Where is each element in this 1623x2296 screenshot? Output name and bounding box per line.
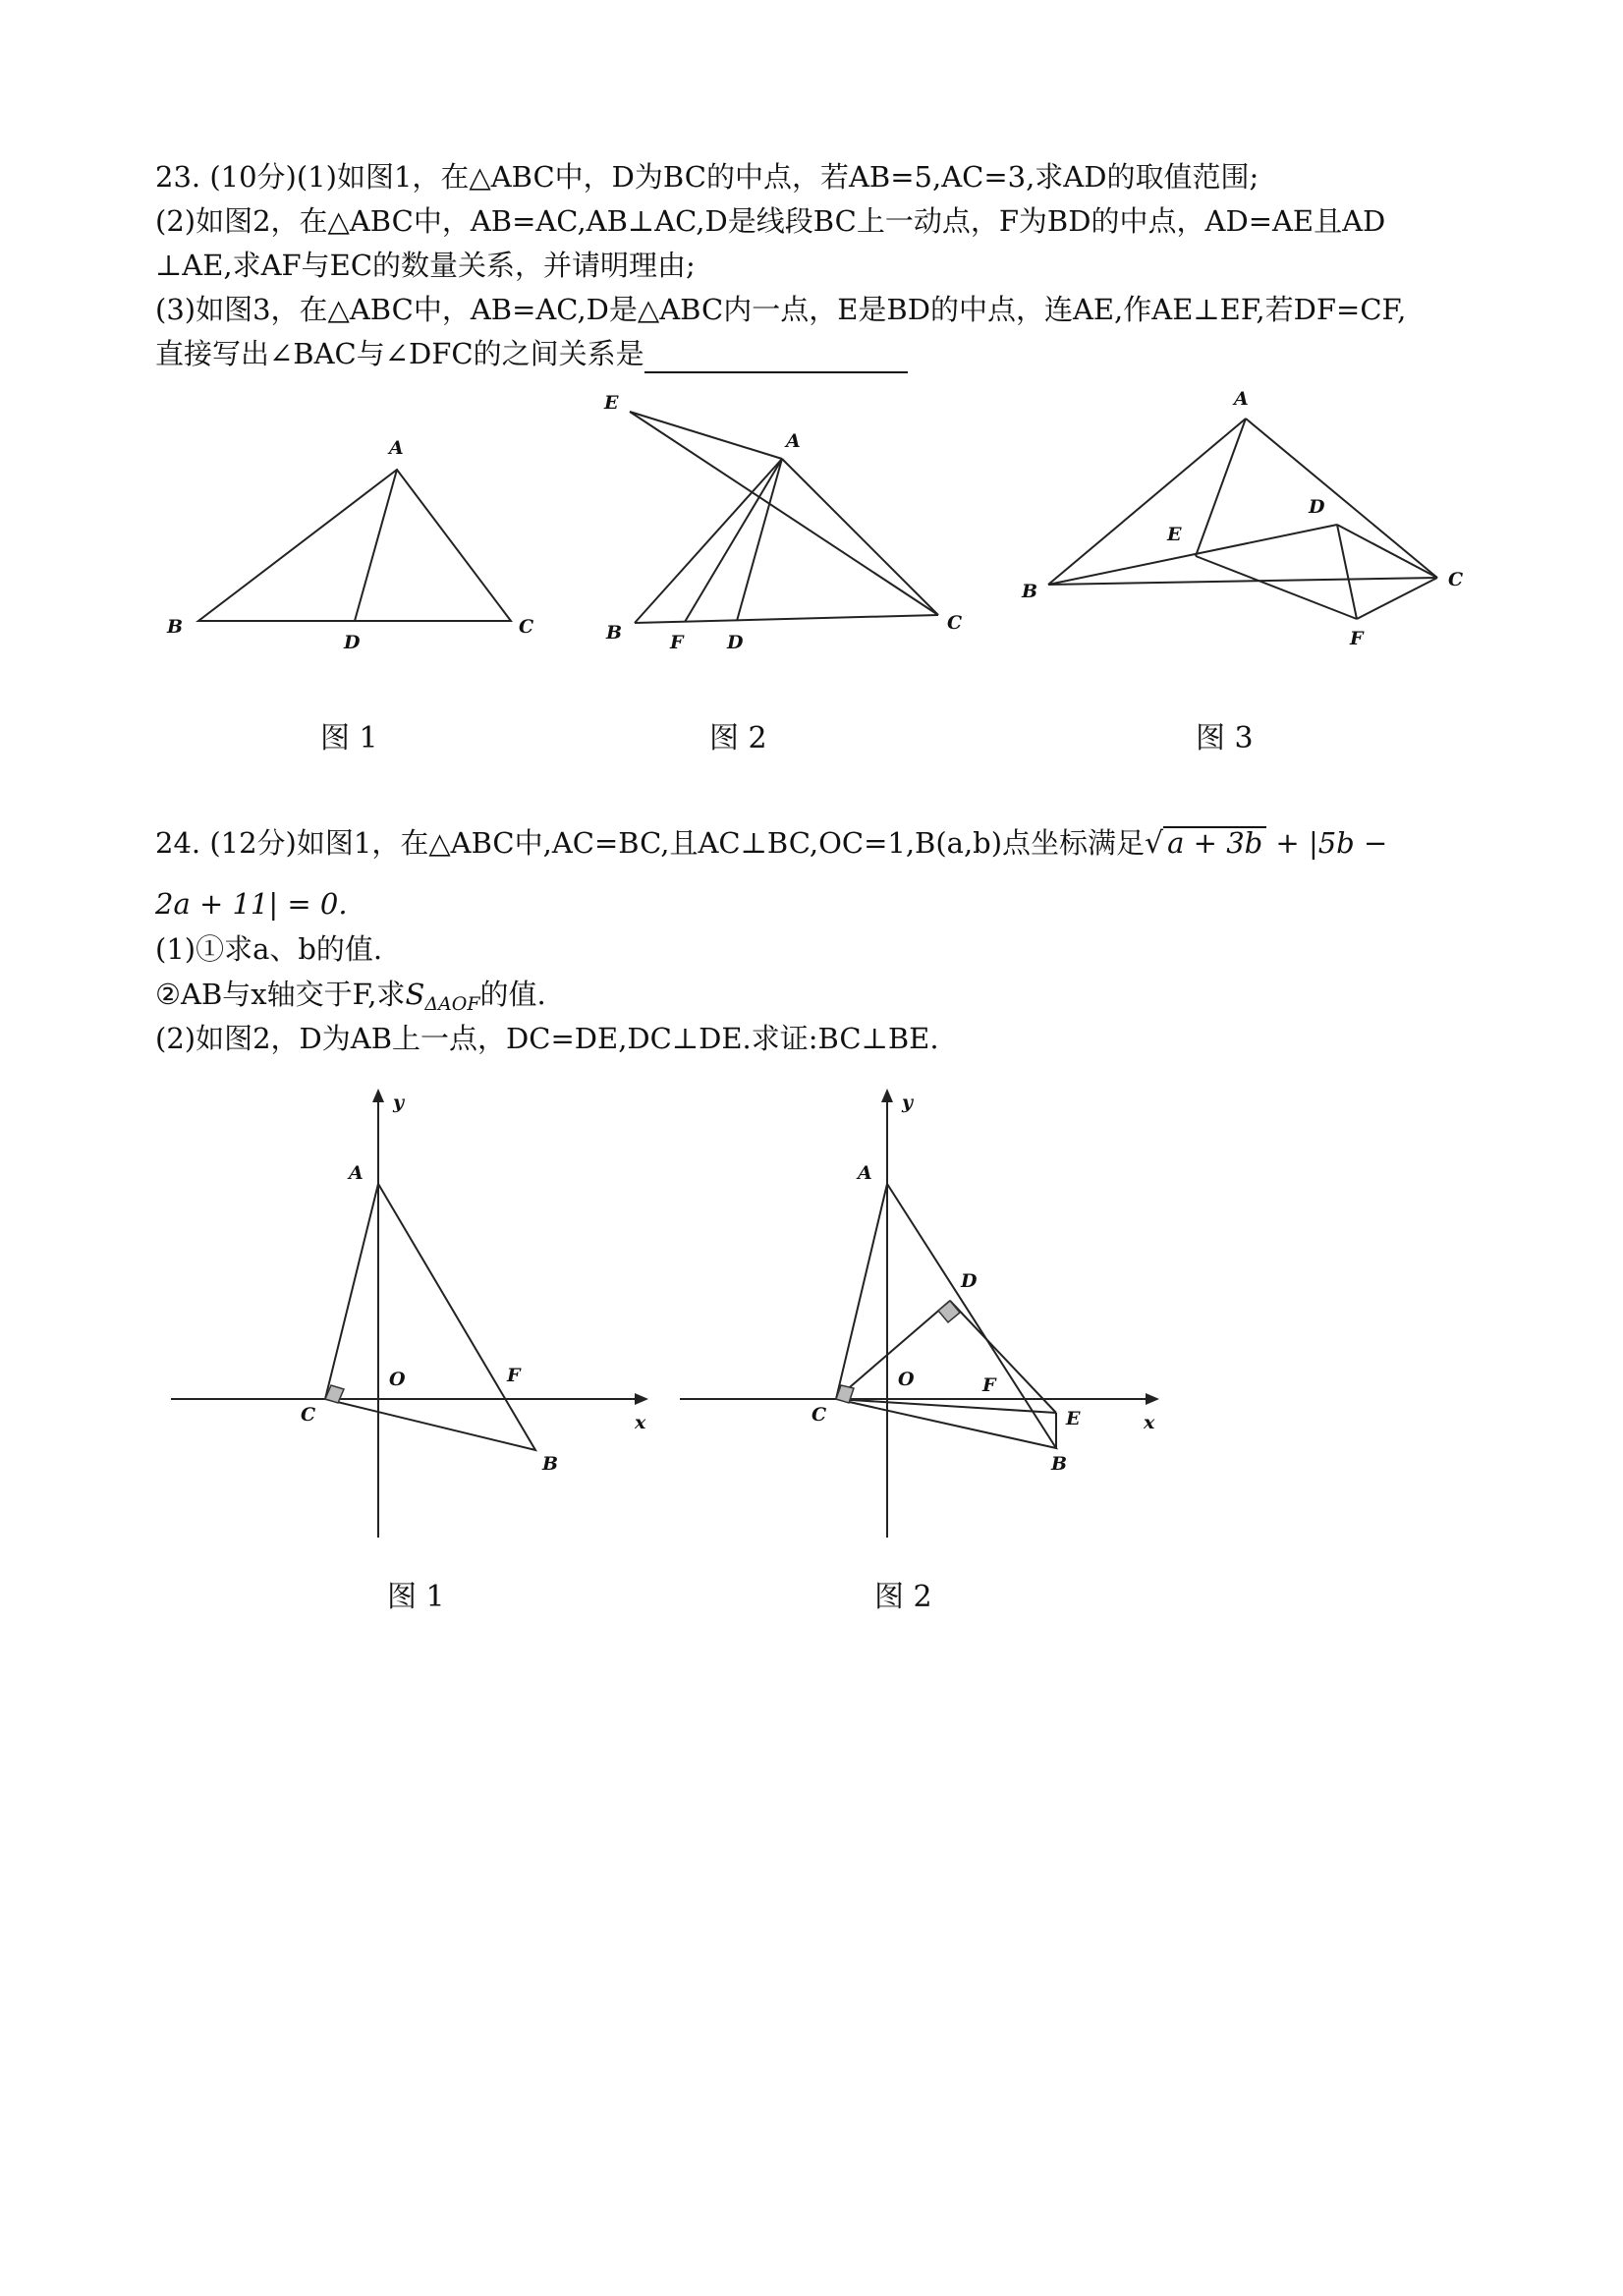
q24-sqrt-expression: a + 3b [1163,826,1266,858]
q24-fig2-axes [680,1089,1159,1538]
q23-line-5-text: 直接写出∠BAC与∠DFC的之间关系是 [155,337,644,370]
q23-fig2-caption: 图 2 [709,721,767,756]
q23-fig1-label-B: B [167,616,184,638]
q24-fig2-caption: 图 2 [874,1580,932,1614]
q23-fig3-label-A: A [1234,388,1249,410]
q24-fig2-label-x: x [1144,1412,1155,1433]
q23-line-4: (3)如图3，在△ABC中，AB=AC,D是△ABC内一点，E是BD的中点，连AE,作AE⊥EF,若DF=CF, [155,293,1407,326]
area-symbol: S [405,978,425,1011]
q24-fig1-label-A: A [349,1162,364,1184]
q23-fig3-label-D: D [1309,496,1325,518]
q24-line-4-suffix: 的值. [479,978,546,1011]
q23-line-3: ⊥AE,求AF与EC的数量关系，并请明理由; [155,249,696,282]
q23-fig3-label-F: F [1350,628,1364,649]
q23-fig2-label-E: E [604,392,619,414]
q24-fig1-label-O: O [389,1369,406,1390]
q23-fig3-label-C: C [1448,569,1464,590]
q24-fig2-label-O: O [898,1369,915,1390]
q24-fig1-caption: 图 1 [387,1580,445,1614]
q24-fig2-label-E: E [1066,1408,1081,1429]
q23-fig1-label-A: A [389,437,404,459]
q23-fig2-lines [630,412,938,623]
q24-line-1-prefix: 24. (12分)如图1，在△ABC中,AC=BC,且AC⊥BC,OC=1,B(a,b)点坐标满足 [155,826,1146,860]
q23-fig2-label-B: B [606,622,623,644]
q24-line-2: 2a + 11| = 0. [155,887,348,921]
q24-fig1-label-B: B [542,1453,559,1475]
q24-fig1-label-C: C [301,1404,316,1426]
q24-fig1-label-x: x [635,1412,646,1433]
q23-fig3-label-E: E [1167,524,1182,545]
q24-fig2-label-y: y [902,1092,914,1113]
q24-line-5: (2)如图2，D为AB上一点，DC=DE,DC⊥DE.求证:BC⊥BE. [155,1022,939,1055]
q23-fig2-label-F: F [670,632,684,653]
q23-fig2-label-C: C [947,612,963,634]
q23-fig1-label-C: C [519,616,534,638]
q23-fig3-label-B: B [1022,581,1038,602]
q24-fig2-label-D: D [961,1270,978,1292]
q24-line-1: 24. (12分)如图1，在△ABC中,AC=BC,且AC⊥BC,OC=1,B(a,b)点坐标满足√ a + 3b + |5b − [155,826,1388,861]
q24-fig1-lines [325,1184,535,1450]
q23-line-1: 23. (10分)(1)如图1，在△ABC中，D为BC的中点，若AB=5,AC=3,求AD的取值范围; [155,160,1259,194]
q24-fig2-right-angle-mark-D [938,1301,960,1322]
q24-line-3: (1)①求a、b的值. [155,932,383,966]
q23-fig3-lines [1048,419,1437,619]
area-subscript: ΔAOF [424,993,480,1015]
q23-fig2-label-D: D [727,632,744,653]
q24-fig1-label-F: F [507,1365,521,1386]
q23-fig1-label-D: D [344,632,361,653]
q24-fig2-label-A: A [858,1162,872,1184]
q24-line-1-suffix: + |5b − [1266,826,1388,860]
q23-fig2-label-A: A [786,430,801,452]
q24-line-4 [155,975,546,1024]
q23-fig1-lines [198,470,511,621]
q24-fig2-label-B: B [1051,1453,1068,1475]
q24-line-4-prefix: ②AB与x轴交于F,求 [155,978,406,1011]
q23-line-2: (2)如图2，在△ABC中，AB=AC,AB⊥AC,D是线段BC上一动点，F为BD的中点，AD=AE且AD [155,204,1386,238]
q24-fig1-axes [171,1089,648,1538]
q24-fig2-label-F: F [982,1374,996,1396]
q23-fig3-caption: 图 3 [1196,721,1254,756]
q23-fig1-caption: 图 1 [320,721,378,756]
q24-fig2-label-C: C [812,1404,827,1426]
q24-fig1-label-y: y [393,1092,405,1113]
